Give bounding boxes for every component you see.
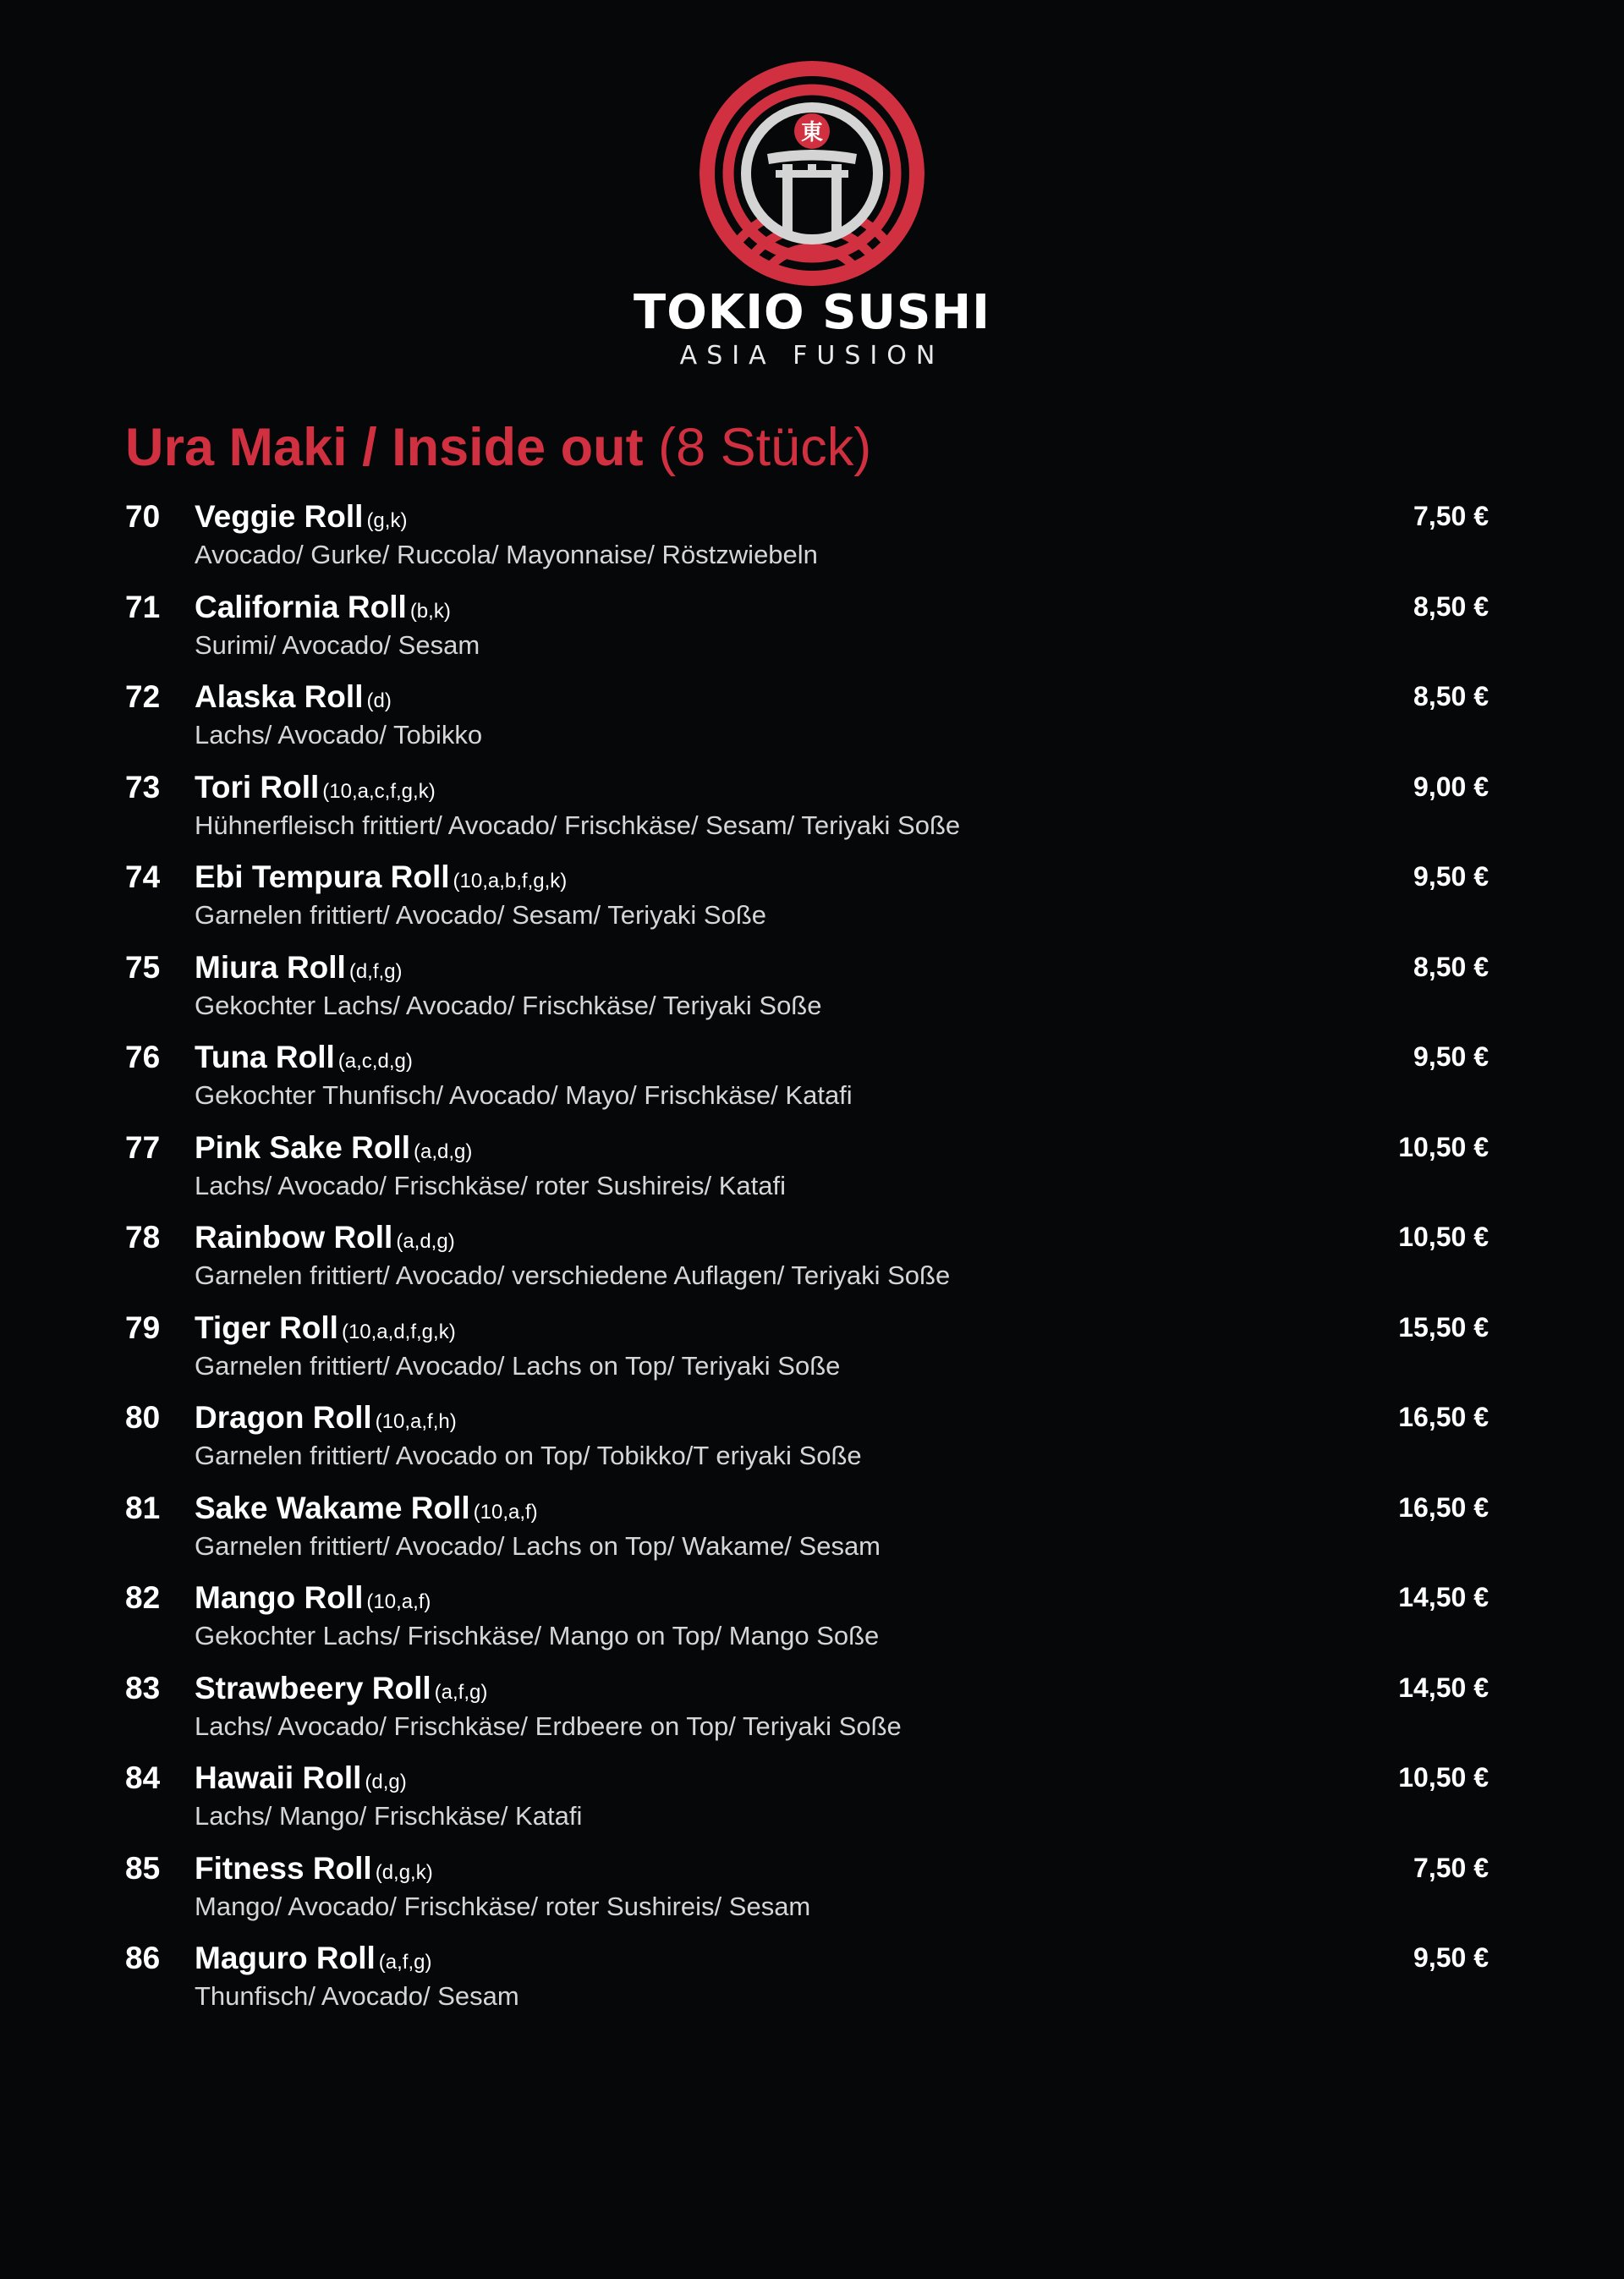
menu-item bbox=[125, 856, 1489, 947]
item-number: 71 bbox=[125, 589, 161, 624]
section-title-count: (8 Stück) bbox=[658, 418, 872, 477]
menu-item bbox=[125, 947, 1489, 1037]
item-price: 7,50 € bbox=[1413, 1852, 1489, 1883]
item-title bbox=[195, 1310, 456, 1346]
menu-item bbox=[125, 1307, 1489, 1398]
item-description: Mango/ Avocado/ Frischkäse/ roter Sushireis/ Sesam bbox=[195, 1891, 811, 1921]
brand-tagline: ASIA FUSION bbox=[679, 341, 945, 371]
item-number: 78 bbox=[125, 1220, 161, 1255]
item-name: Sake Wakame Roll bbox=[195, 1490, 470, 1525]
item-price: 10,50 € bbox=[1398, 1222, 1489, 1252]
item-title bbox=[195, 1400, 457, 1436]
menu-item bbox=[125, 676, 1489, 766]
item-allergens: (10,a,c,f,g,k) bbox=[322, 779, 436, 803]
item-number: 77 bbox=[125, 1129, 161, 1165]
item-title bbox=[195, 1130, 472, 1166]
item-price: 15,50 € bbox=[1398, 1311, 1489, 1343]
item-description: Garnelen frittiert/ Avocado/ Sesam/ Teriyaki Soße bbox=[195, 900, 767, 930]
item-name: Alaska Roll bbox=[195, 679, 364, 714]
item-name: Strawbeery Roll bbox=[195, 1670, 431, 1705]
item-allergens: (10,a,d,f,g,k) bbox=[341, 1320, 456, 1343]
item-title bbox=[195, 950, 403, 986]
item-price: 8,50 € bbox=[1413, 681, 1489, 711]
item-title bbox=[195, 499, 407, 535]
item-allergens: (10,a,f) bbox=[366, 1590, 431, 1613]
section-title-main: Ura Maki / Inside out bbox=[125, 418, 644, 477]
item-price: 7,50 € bbox=[1413, 501, 1489, 531]
item-name: Mango Roll bbox=[195, 1580, 364, 1615]
item-description: Lachs/ Mango/ Frischkäse/ Katafi bbox=[195, 1801, 583, 1831]
item-price: 16,50 € bbox=[1398, 1402, 1489, 1432]
torii-gate-logo-icon bbox=[698, 59, 926, 288]
item-price: 9,00 € bbox=[1413, 771, 1489, 802]
item-description: Lachs/ Avocado/ Frischkäse/ roter Sushireis/ Katafi bbox=[195, 1170, 786, 1200]
item-title bbox=[195, 1760, 407, 1796]
item-description: Lachs/ Avocado/ Frischkäse/ Erdbeere on Top/ Teriyaki Soße bbox=[195, 1711, 902, 1741]
item-number: 70 bbox=[125, 499, 161, 534]
logo bbox=[0, 59, 1624, 369]
item-title bbox=[195, 1040, 413, 1075]
menu-item bbox=[125, 1937, 1489, 2028]
menu-item bbox=[125, 1757, 1489, 1848]
menu-item bbox=[125, 1397, 1489, 1487]
item-allergens: (d) bbox=[366, 689, 392, 712]
item-allergens: (10,a,f,h) bbox=[375, 1410, 457, 1433]
item-number: 72 bbox=[125, 679, 161, 714]
item-name: Fitness Roll bbox=[195, 1850, 372, 1886]
item-number: 75 bbox=[125, 949, 161, 985]
item-price: 8,50 € bbox=[1413, 590, 1489, 622]
item-title bbox=[195, 1941, 431, 1976]
menu-item bbox=[125, 766, 1489, 857]
item-number: 76 bbox=[125, 1040, 161, 1074]
menu-item bbox=[125, 586, 1489, 677]
item-title bbox=[195, 1220, 455, 1255]
item-price: 9,50 € bbox=[1413, 1942, 1489, 1973]
menu-item bbox=[125, 496, 1489, 586]
item-description: Surimi/ Avocado/ Sesam bbox=[195, 629, 480, 660]
item-title bbox=[195, 679, 392, 715]
item-name: Dragon Roll bbox=[195, 1400, 372, 1435]
item-number: 74 bbox=[125, 859, 161, 894]
item-price: 14,50 € bbox=[1398, 1672, 1489, 1703]
item-allergens: (d,g) bbox=[365, 1771, 407, 1793]
item-number: 81 bbox=[125, 1490, 161, 1525]
item-title bbox=[195, 859, 567, 895]
item-name: Hawaii Roll bbox=[195, 1760, 362, 1795]
item-price: 10,50 € bbox=[1398, 1762, 1489, 1793]
item-number: 85 bbox=[125, 1850, 161, 1886]
menu-item bbox=[125, 1487, 1489, 1578]
menu-list bbox=[125, 496, 1489, 2028]
item-description: Thunfisch/ Avocado/ Sesam bbox=[195, 1981, 519, 2011]
item-name: Tuna Roll bbox=[195, 1040, 335, 1074]
menu-item bbox=[125, 1216, 1489, 1307]
item-name: Rainbow Roll bbox=[195, 1220, 393, 1255]
item-title bbox=[195, 770, 436, 805]
item-name: Veggie Roll bbox=[195, 499, 364, 534]
item-allergens: (a,f,g) bbox=[378, 1951, 432, 1974]
item-price: 16,50 € bbox=[1398, 1491, 1489, 1523]
item-name: Pink Sake Roll bbox=[195, 1129, 410, 1165]
section-title bbox=[125, 418, 872, 477]
item-allergens: (d,g,k) bbox=[375, 1860, 433, 1884]
item-number: 82 bbox=[125, 1580, 161, 1615]
item-name: Tiger Roll bbox=[195, 1310, 338, 1345]
item-allergens: (10,a,f) bbox=[473, 1500, 538, 1524]
menu-item bbox=[125, 1667, 1489, 1758]
menu-item bbox=[125, 1577, 1489, 1667]
item-description: Avocado/ Gurke/ Ruccola/ Mayonnaise/ Röstzwiebeln bbox=[195, 540, 818, 569]
menu-item bbox=[125, 1036, 1489, 1127]
item-title bbox=[195, 1851, 433, 1886]
item-price: 8,50 € bbox=[1413, 951, 1489, 982]
item-price: 9,50 € bbox=[1413, 861, 1489, 892]
brand-name: TOKIO SUSHI bbox=[634, 285, 990, 340]
item-title bbox=[195, 1671, 487, 1706]
item-allergens: (10,a,b,f,g,k) bbox=[453, 870, 568, 892]
item-description: Gekochter Lachs/ Avocado/ Frischkäse/ Teriyaki Soße bbox=[195, 990, 822, 1020]
item-price: 14,50 € bbox=[1398, 1582, 1489, 1612]
item-description: Garnelen frittiert/ Avocado on Top/ Tobikko/T eriyaki Soße bbox=[195, 1441, 862, 1470]
item-description: Gekochter Thunfisch/ Avocado/ Mayo/ Frischkäse/ Katafi bbox=[195, 1080, 853, 1110]
item-name: Miura Roll bbox=[195, 949, 346, 985]
item-number: 86 bbox=[125, 1941, 161, 1975]
item-allergens: (a,d,g) bbox=[414, 1140, 473, 1163]
menu-item bbox=[125, 1848, 1489, 1938]
item-allergens: (a,f,g) bbox=[434, 1680, 488, 1704]
item-number: 83 bbox=[125, 1670, 161, 1705]
item-name: Ebi Tempura Roll bbox=[195, 859, 450, 894]
item-description: Gekochter Lachs/ Frischkäse/ Mango on Top/ Mango Soße bbox=[195, 1621, 880, 1650]
item-allergens: (a,d,g) bbox=[396, 1230, 455, 1253]
item-allergens: (d,f,g) bbox=[348, 959, 403, 983]
item-description: Lachs/ Avocado/ Tobikko bbox=[195, 720, 483, 750]
item-number: 79 bbox=[125, 1310, 161, 1345]
item-price: 9,50 € bbox=[1413, 1041, 1489, 1072]
item-title bbox=[195, 1580, 431, 1616]
item-title bbox=[195, 590, 451, 625]
item-title bbox=[195, 1491, 538, 1526]
item-number: 73 bbox=[125, 769, 161, 805]
item-description: Garnelen frittiert/ Avocado/ Lachs on Top/ Teriyaki Soße bbox=[195, 1350, 841, 1381]
item-description: Garnelen frittiert/ Avocado/ Lachs on Top/ Wakame/ Sesam bbox=[195, 1530, 881, 1561]
item-description: Garnelen frittiert/ Avocado/ verschiedene Auflagen/ Teriyaki Soße bbox=[195, 1260, 951, 1290]
menu-item bbox=[125, 1127, 1489, 1217]
item-allergens: (a,c,d,g) bbox=[337, 1050, 413, 1073]
item-name: Tori Roll bbox=[195, 769, 320, 805]
item-name: California Roll bbox=[195, 589, 407, 624]
item-allergens: (b,k) bbox=[409, 599, 451, 623]
item-name: Maguro Roll bbox=[195, 1941, 376, 1975]
item-number: 80 bbox=[125, 1400, 161, 1435]
logo-kanji: 東 bbox=[800, 120, 824, 146]
item-price: 10,50 € bbox=[1398, 1131, 1489, 1162]
item-description: Hühnerfleisch frittiert/ Avocado/ Frischkäse/ Sesam/ Teriyaki Soße bbox=[195, 810, 961, 840]
item-number: 84 bbox=[125, 1760, 161, 1795]
item-allergens: (g,k) bbox=[366, 509, 408, 532]
